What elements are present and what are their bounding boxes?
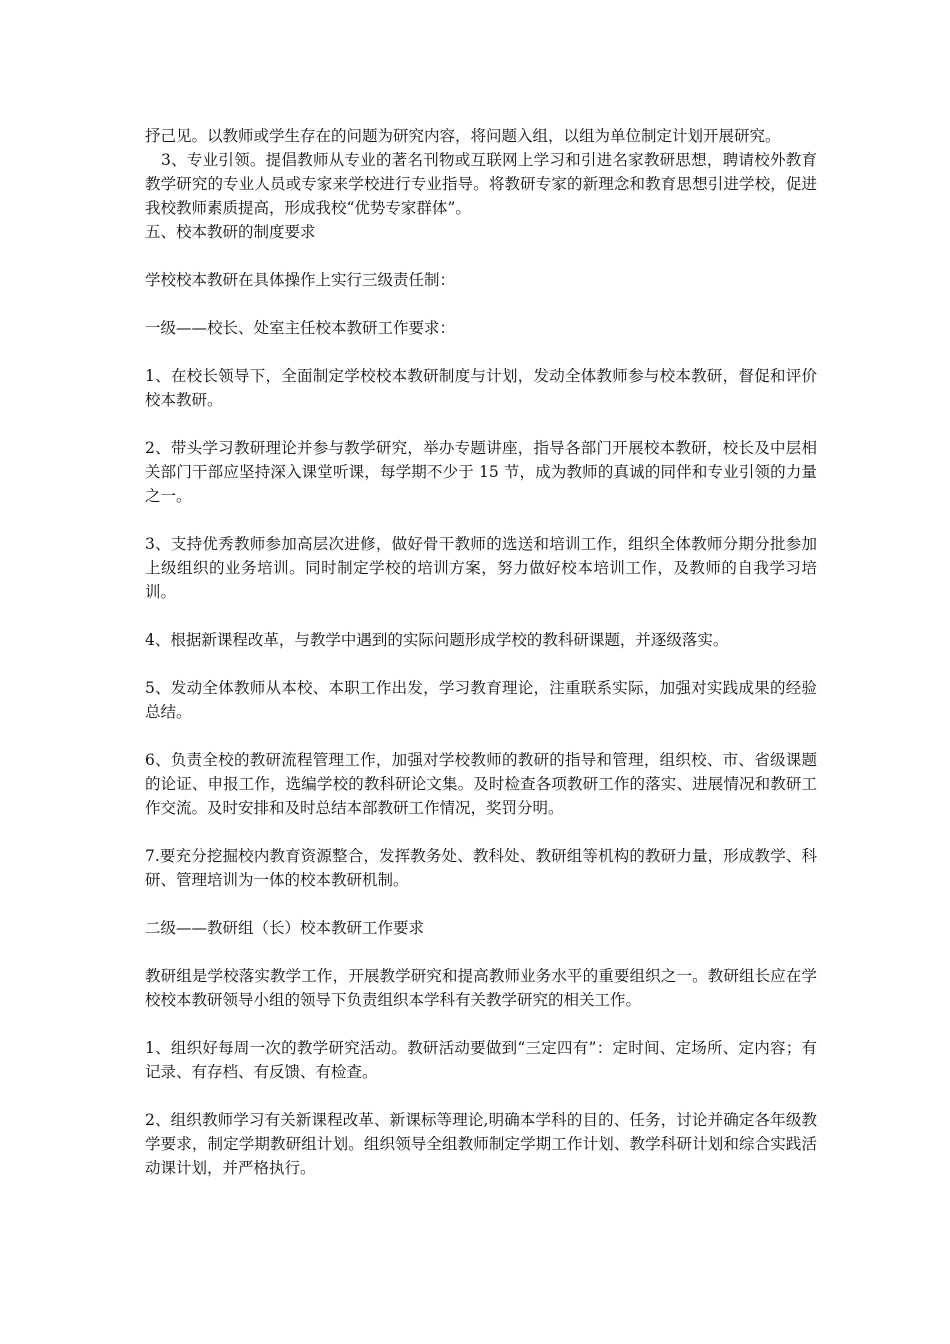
list-item: 1、组织好每周一次的教学研究活动。教研活动要做到“三定四有”：定时间、定场所、定内容；有记录、有存档、有反馈、有检查。 bbox=[145, 1039, 817, 1081]
subsection-heading: 二级——教研组（长）校本教研工作要求 bbox=[145, 919, 425, 937]
section-heading: 五、校本教研的制度要求 bbox=[145, 223, 316, 241]
document-body bbox=[145, 124, 817, 1180]
list-item: 3、支持优秀教师参加高层次进修，做好骨干教师的选送和培训工作，组织全体教师分期分批参加上级组织的业务培训。同时制定学校的培训方案，努力做好校本培训工作，及教师的自我学习培训。 bbox=[145, 535, 817, 601]
list-item: 7.要充分挖掘校内教育资源整合，发挥教务处、教科处、教研组等机构的教研力量，形成教学、科研、管理培训为一体的校本教研机制。 bbox=[145, 847, 817, 889]
list-item: 5、发动全体教师从本校、本职工作出发，学习教育理论，注重联系实际，加强对实践成果的经验总结。 bbox=[145, 679, 817, 721]
list-item: 2、带头学习教研理论并参与教学研究，举办专题讲座，指导各部门开展校本教研，校长及中层相关部门干部应坚持深入课堂听课，每学期不少于 15 节，成为教师的真诚的同伴和专业引领的力量之一。 bbox=[145, 439, 817, 505]
paragraph: 学校校本教研在具体操作上实行三级责任制： bbox=[145, 271, 456, 289]
list-item: 6、负责全校的教研流程管理工作，加强对学校教师的教研的指导和管理，组织校、市、省级课题的论证、申报工作，选编学校的教科研论文集。及时检查各项教研工作的落实、进展情况和教研工作交流。及时安排和及时总结本部教研工作情况，奖罚分明。 bbox=[145, 751, 817, 817]
paragraph: 3、专业引领。提倡教师从专业的著名刊物或互联网上学习和引进名家教研思想，聘请校外教育教学研究的专业人员或专家来学校进行专业指导。将教研专家的新理念和教育思想引进学校，促进我校教师素质提高，形成我校“优势专家群体”。 bbox=[145, 151, 817, 217]
list-item: 4、根据新课程改革，与教学中遇到的实际问题形成学校的教科研课题，并逐级落实。 bbox=[145, 631, 729, 649]
paragraph: 教研组是学校落实教学工作，开展教学研究和提高教师业务水平的重要组织之一。教研组长应在学校校本教研领导小组的领导下负责组织本学科有关教学研究的相关工作。 bbox=[145, 967, 817, 1009]
paragraph: 抒己见。以教师或学生存在的问题为研究内容，将问题入组，以组为单位制定计划开展研究。 bbox=[145, 127, 781, 145]
list-item: 2、组织教师学习有关新课程改革、新课标等理论,明确本学科的目的、任务，讨论并确定各年级教学要求，制定学期教研组计划。组织领导全组教师制定学期工作计划、教学科研计划和综合实践活动课计划，并严格执行。 bbox=[145, 1111, 817, 1177]
list-item: 1、在校长领导下，全面制定学校校本教研制度与计划，发动全体教师参与校本教研，督促和评价校本教研。 bbox=[145, 367, 817, 409]
subsection-heading: 一级——校长、处室主任校本教研工作要求： bbox=[145, 319, 456, 337]
